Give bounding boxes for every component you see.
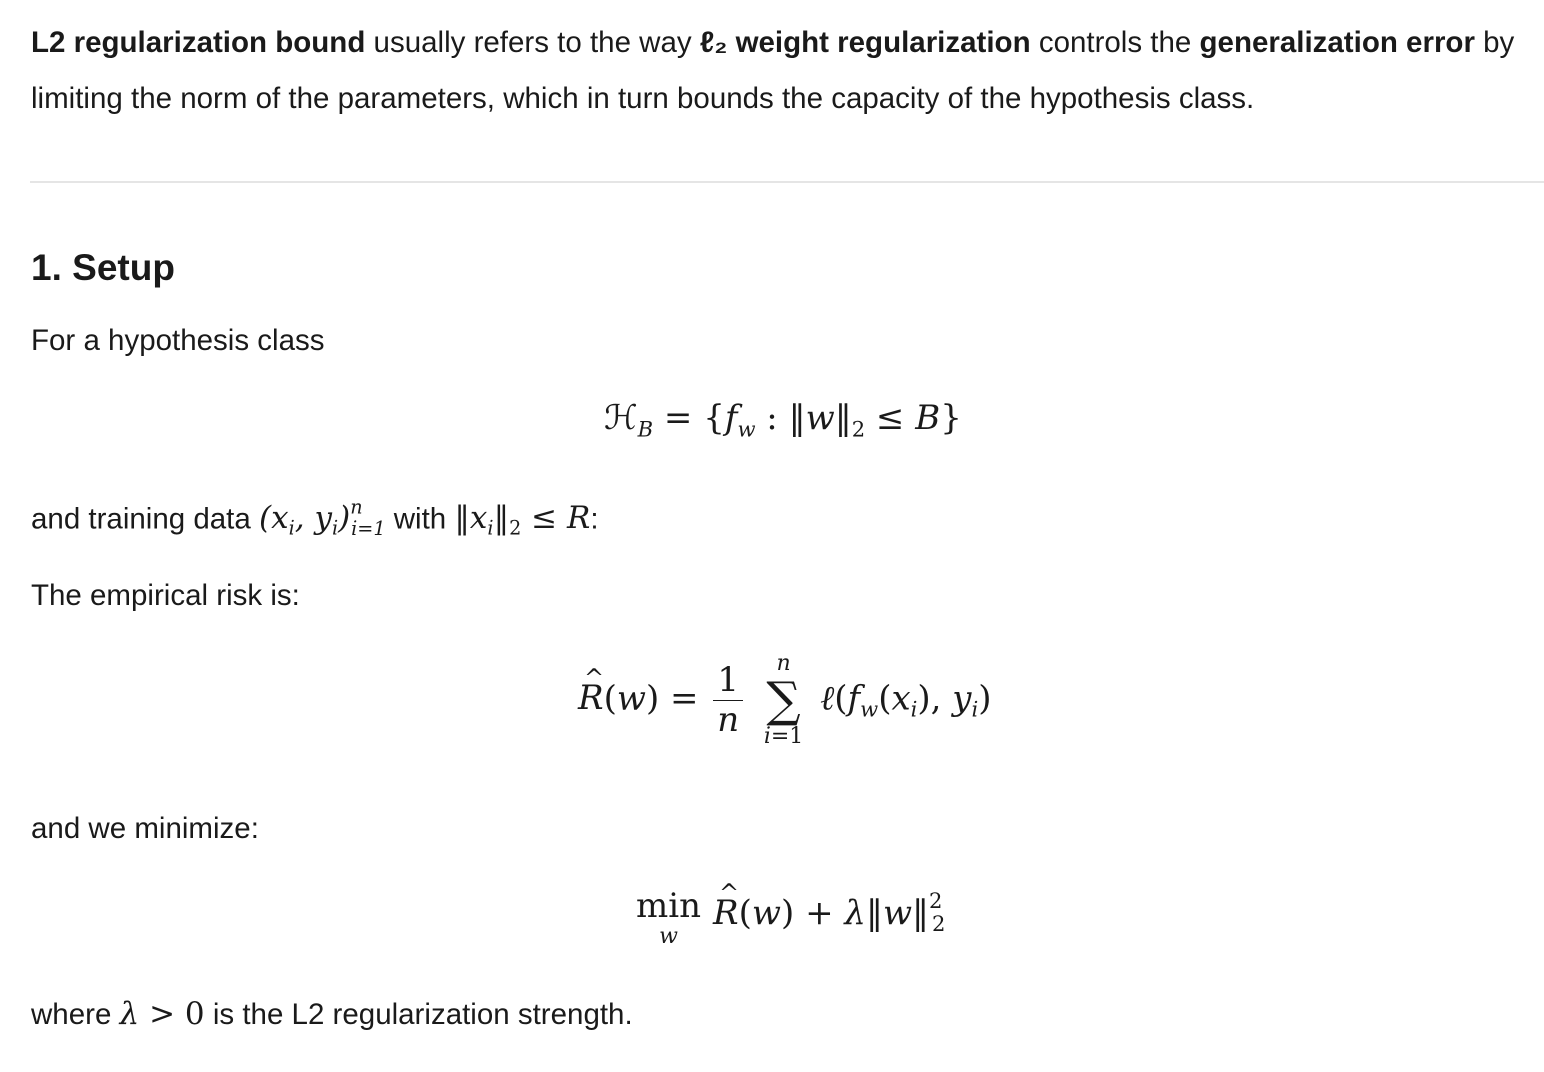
training-data-text: and training data — [31, 502, 251, 536]
setup-paragraph-3: The empirical risk is: — [31, 579, 300, 612]
intro-text-2: controls the — [1038, 26, 1192, 59]
intro-paragraph — [31, 15, 1531, 127]
setup-paragraph-5 — [31, 986, 633, 1043]
section-heading-setup: 1. Setup — [31, 247, 175, 288]
with-text: with — [393, 502, 447, 536]
training-data-formula: ($x_i$, $y_i)^n_{i=1}$ — [258, 496, 386, 541]
setup-paragraph-2 — [31, 480, 599, 557]
strength-text: is the L2 regularization strength. — [212, 998, 633, 1031]
lambda-condition: λ > 0 — [119, 996, 205, 1032]
setup-paragraph-4: and we minimize: — [31, 812, 259, 845]
norm-bound-formula: $‖x_i‖_2 \le R$ — [454, 500, 591, 541]
term-l2-weight-reg: ℓ₂ weight regularization — [699, 26, 1031, 59]
equation-empirical-risk: ^ R(w) = $\frac{1}{n}$ n ∑ i=1 $\ell(f_w(x_i)$, $y_i$) — [578, 652, 992, 749]
colon-text: : — [590, 502, 599, 536]
section-divider — [30, 181, 1544, 183]
intro-text-1: usually refers to the way — [373, 26, 692, 59]
term-l2-bound: L2 regularization bound — [31, 26, 366, 59]
equation-hypothesis-class: ℋ$_B$ = {$f_w$ : $‖w‖_2 \le B$} — [604, 398, 962, 442]
setup-paragraph-1: For a hypothesis class — [31, 324, 325, 357]
equation-regularized-objective: min w ^ R(w) + λ‖w‖$^2_2$ — [636, 888, 945, 950]
term-generalization-error: generalization error — [1199, 26, 1475, 59]
where-text: where — [31, 998, 112, 1031]
intro-text-3: by limiting the norm of the parameters, which in turn bounds the capacity of the hypothesis class. — [31, 26, 1515, 115]
